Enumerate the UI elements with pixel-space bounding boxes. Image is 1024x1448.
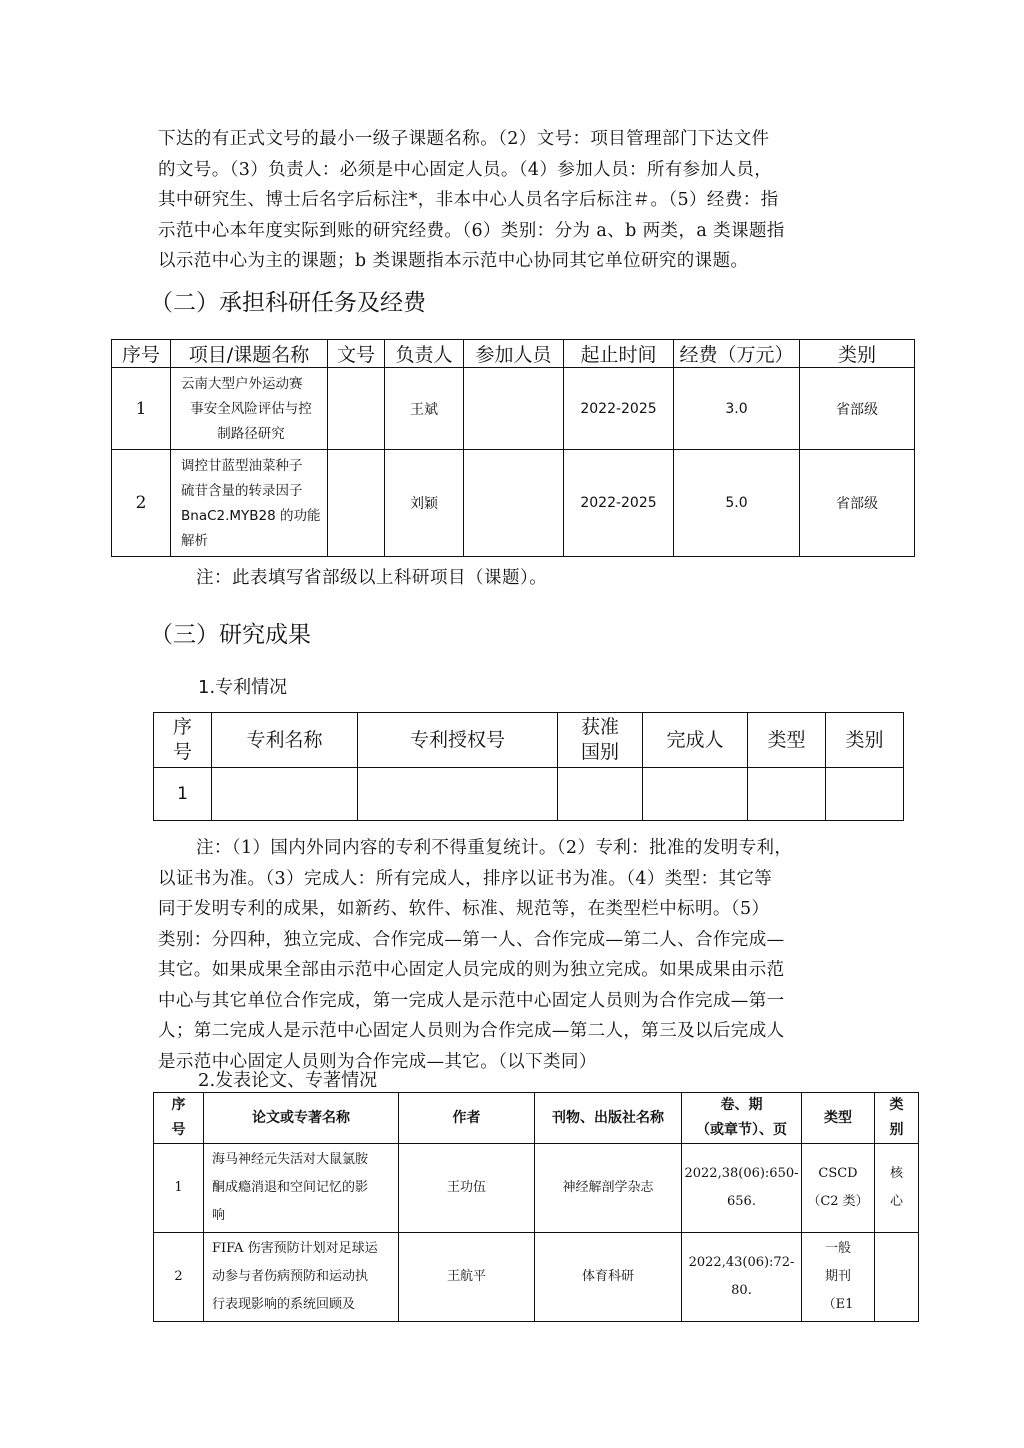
leader: 王斌 [385, 368, 464, 450]
category: 省部级 [800, 450, 915, 557]
period: 2022-2025 [564, 368, 674, 450]
funds: 3.0 [674, 368, 800, 450]
project-name-line: 调控甘蓝型油菜种子 [181, 458, 303, 474]
note-line: 同于发明专利的成果，如新药、软件、标准、规范等，在类型栏中标明。（5） [158, 899, 770, 919]
col-header-type: 类型 [802, 1093, 875, 1144]
project-name-line: 硫苷含量的转录因子 [181, 483, 303, 499]
paper-title-line: 海马神经元失活对大鼠氯胺 [212, 1152, 369, 1167]
col-header-paper-title: 论文或专著名称 [204, 1093, 399, 1144]
col-header-name: 项目/课题名称 [171, 340, 328, 368]
col-header-doc: 文号 [328, 340, 385, 368]
col-header-category: 类别 [800, 340, 915, 368]
col-header-leader: 负责人 [385, 340, 464, 368]
table-header-row [112, 340, 915, 368]
section2-note: 注：此表填写省部级以上科研项目（课题）。 [196, 568, 548, 588]
paper-category: 核 心 [875, 1144, 919, 1233]
papers-subheading: 2.发表论文、专著情况 [198, 1070, 378, 1091]
paper-category [875, 1233, 919, 1322]
col-header-category: 类别 [826, 713, 904, 768]
row-no: 2 [154, 1233, 204, 1322]
table-header-row [154, 1093, 919, 1144]
paper-title [204, 1233, 399, 1322]
col-header-no: 序 号 [154, 1093, 204, 1144]
project-name-line: 云南大型户外运动赛 [181, 376, 303, 392]
project-name [171, 368, 328, 450]
project-name-line: 解析 [181, 533, 208, 549]
volume-pages: 2022,38(06):650- 656. [682, 1144, 802, 1233]
inventor [643, 768, 748, 821]
paper-title-line: 响 [212, 1208, 226, 1223]
paper-title-line: 行表现影响的系统回顾及 [212, 1297, 356, 1312]
category [826, 768, 904, 821]
note-line: 注：（1）国内外同内容的专利不得重复统计。（2）专利：批准的发明专利， [196, 838, 793, 858]
patents-note [158, 833, 870, 1077]
intro-line: 的文号。（3）负责人：必须是中心固定人员。（4）参加人员：所有参加人员， [158, 159, 773, 180]
project-name-line: 制路径研究 [217, 426, 285, 442]
author: 王航平 [399, 1233, 535, 1322]
journal: 体育科研 [535, 1233, 682, 1322]
author: 王功伍 [399, 1144, 535, 1233]
col-header-patent-name: 专利名称 [212, 713, 358, 768]
col-header-journal: 刊物、出版社名称 [535, 1093, 682, 1144]
section3-heading: （三）研究成果 [150, 622, 311, 648]
intro-line: 下达的有正式文号的最小一级子课题名称。（2）文号：项目管理部门下达文件 [158, 129, 770, 149]
col-header-grant-no: 专利授权号 [358, 713, 558, 768]
intro-line: 以示范中心为主的课题；b 类课题指本示范中心协同其它单位研究的课题。 [158, 251, 749, 271]
note-line: 以证书为准。（3）完成人：所有完成人，排序以证书为准。（4）类型：其它等 [158, 868, 773, 889]
patent-name [212, 768, 358, 821]
row-no: 1 [154, 1144, 204, 1233]
note-line: 其它。如果成果全部由示范中心固定人员完成的则为独立完成。如果成果由示范 [158, 960, 785, 980]
col-header-no: 序号 [112, 340, 171, 368]
intro-line: 其中研究生、博士后名字后标注*，非本中心人员名字后标注＃。（5）经费：指 [158, 190, 779, 210]
section2-heading: （二）承担科研任务及经费 [150, 290, 426, 316]
paper-title-line: FIFA 伤害预防计划对足球运 [212, 1241, 378, 1256]
patents-table [153, 712, 904, 821]
col-header-type: 类型 [748, 713, 826, 768]
table-row [154, 768, 904, 821]
type [748, 768, 826, 821]
paper-title-line: 酮成瘾消退和空间记忆的影 [212, 1180, 369, 1195]
grant-no [358, 768, 558, 821]
members [464, 450, 564, 557]
table-row [112, 450, 915, 557]
country [558, 768, 643, 821]
col-header-funds: 经费（万元） [674, 340, 800, 368]
research-tasks-table [111, 339, 915, 557]
note-line: 是示范中心固定人员则为合作完成—其它。（以下类同） [158, 1051, 597, 1072]
table-row [154, 1233, 919, 1322]
project-name-line: BnaC2.MYB28 的功能 [181, 508, 321, 524]
intro-line: 示范中心本年度实际到账的研究经费。（6）类别：分为 a、b 两类，a 类课题指 [158, 220, 785, 241]
funds: 5.0 [674, 450, 800, 557]
paper-type: 一般 期刊 （E1 [802, 1233, 875, 1322]
project-name-line: 事安全风险评估与控 [190, 401, 312, 417]
col-header-author: 作者 [399, 1093, 535, 1144]
patents-subheading: 1.专利情况 [198, 677, 288, 698]
paper-title-line: 动参与者伤病预防和运动执 [212, 1269, 369, 1284]
col-header-period: 起止时间 [564, 340, 674, 368]
paper-title [204, 1144, 399, 1233]
leader: 刘颖 [385, 450, 464, 557]
note-line: 类别：分四种，独立完成、合作完成—第一人、合作完成—第二人、合作完成— [158, 929, 785, 950]
row-no: 2 [112, 450, 171, 557]
table-header-row [154, 713, 904, 768]
note-line: 人；第二完成人是示范中心固定人员则为合作完成—第二人，第三及以后完成人 [158, 1021, 785, 1041]
papers-table [153, 1092, 919, 1322]
table-row [154, 1144, 919, 1233]
row-no: 1 [112, 368, 171, 450]
row-no: 1 [154, 768, 212, 821]
doc-number [328, 368, 385, 450]
category: 省部级 [800, 368, 915, 450]
note-line: 中心与其它单位合作完成，第一完成人是示范中心固定人员则为合作完成—第一 [158, 990, 785, 1011]
col-header-members: 参加人员 [464, 340, 564, 368]
table-row [112, 368, 915, 450]
journal: 神经解剖学杂志 [535, 1144, 682, 1233]
members [464, 368, 564, 450]
doc-number [328, 450, 385, 557]
col-header-no: 序 号 [154, 713, 212, 768]
paper-type: CSCD （C2 类） [802, 1144, 875, 1233]
intro-paragraph [158, 124, 870, 277]
project-name [171, 450, 328, 557]
col-header-volume: 卷、期 （或章节）、页 [682, 1093, 802, 1144]
col-header-category: 类 别 [875, 1093, 919, 1144]
col-header-country: 获准 国别 [558, 713, 643, 768]
col-header-inventor: 完成人 [643, 713, 748, 768]
volume-pages: 2022,43(06):72- 80. [682, 1233, 802, 1322]
period: 2022-2025 [564, 450, 674, 557]
